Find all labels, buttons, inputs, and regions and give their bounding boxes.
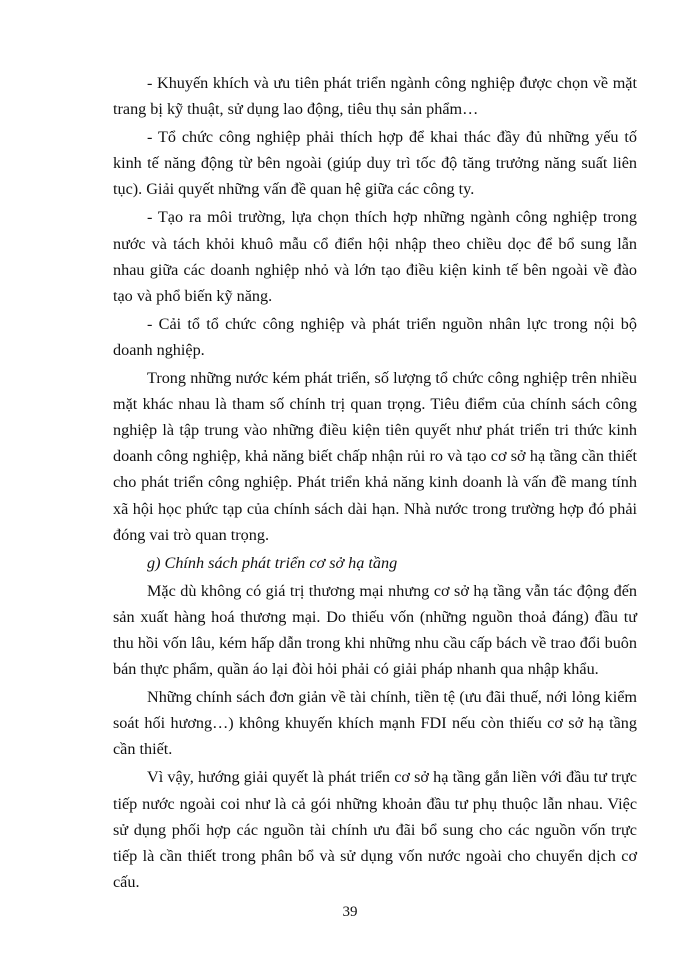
section-heading: g) Chính sách phát triển cơ sở hạ tầng xyxy=(147,553,398,572)
paragraph-body-3: Những chính sách đơn giản về tài chính, tiền tệ (ưu đãi thuế, nới lỏng kiểm soát hối hương…) không khuyến khích mạnh FDI nếu còn thiếu cơ sở hạ tầng cần thiết. xyxy=(113,688,637,759)
page-body xyxy=(113,70,637,897)
paragraph-body-2: Mặc dù không có giá trị thương mại nhưng cơ sở hạ tầng vẫn tác động đến sản xuất hàng hoá thương mại. Do thiếu vốn (những nguồn thoả đáng) đầu tư thu hồi vốn lâu, kém hấp dẫn trong khi những nhu cầu cấp bách về trao đổi buôn bán thực phẩm, quần áo lại đòi hỏi phải có giải pháp nhanh qua nhập khẩu. xyxy=(113,581,637,679)
paragraph-bullet-3: - Tạo ra môi trường, lựa chọn thích hợp những ngành công nghiệp trong nước và tách khỏi khuô mẫu cổ điển hội nhập theo chiều dọc để bổ sung lẫn nhau giữa các doanh nghiệp nhỏ và lớn tạo điều kiện kinh tế bên ngoài về đào tạo và phổ biến kỹ năng. xyxy=(113,208,637,305)
paragraph-body-1: Trong những nước kém phát triển, số lượng tổ chức công nghiệp trên nhiều mặt khác nhau là tham số chính trị quan trọng. Tiêu điểm của chính sách công nghiệp là tập trung vào những điều kiện tiên quyết như phát triển tri thức kinh doanh công nghiệp, khả năng biết chấp nhận rủi ro và tạo cơ sở hạ tầng cần thiết cho phát triển công nghiệp. Phát triển khả năng kinh doanh là vấn đề mang tính xã hội học phức tạp của chính sách dài hạn. Nhà nước trong trường hợp đó phải đóng vai trò quan trọng. xyxy=(113,369,637,544)
paragraph-bullet-2: - Tổ chức công nghiệp phải thích hợp để khai thác đầy đủ những yếu tố kinh tế năng động từ bên ngoài (giúp duy trì tốc độ tăng trưởng năng suất liên tục). Giải quyết những vấn đề quan hệ giữa các công ty. xyxy=(113,128,637,199)
page-number: 39 xyxy=(342,904,358,920)
paragraph-bullet-4: - Cải tổ tổ chức công nghiệp và phát triển nguồn nhân lực trong nội bộ doanh nghiệp. xyxy=(113,314,637,359)
paragraph-body-4: Vì vậy, hướng giải quyết là phát triển cơ sở hạ tầng gắn liền với đầu tư trực tiếp nước ngoài coi như là cả gói những khoản đầu tư phụ thuộc lẫn nhau. Việc sử dụng phối hợp các nguồn tài chính ưu đãi bổ sung cho các nguồn vốn trực tiếp là cần thiết trong phân bổ và sử dụng vốn nước ngoài cho chuyển dịch cơ cấu. xyxy=(113,768,637,891)
paragraph-bullet-1: - Khuyến khích và ưu tiên phát triển ngành công nghiệp được chọn về mặt trang bị kỹ thuật, sử dụng lao động, tiêu thụ sản phẩm… xyxy=(113,74,637,119)
